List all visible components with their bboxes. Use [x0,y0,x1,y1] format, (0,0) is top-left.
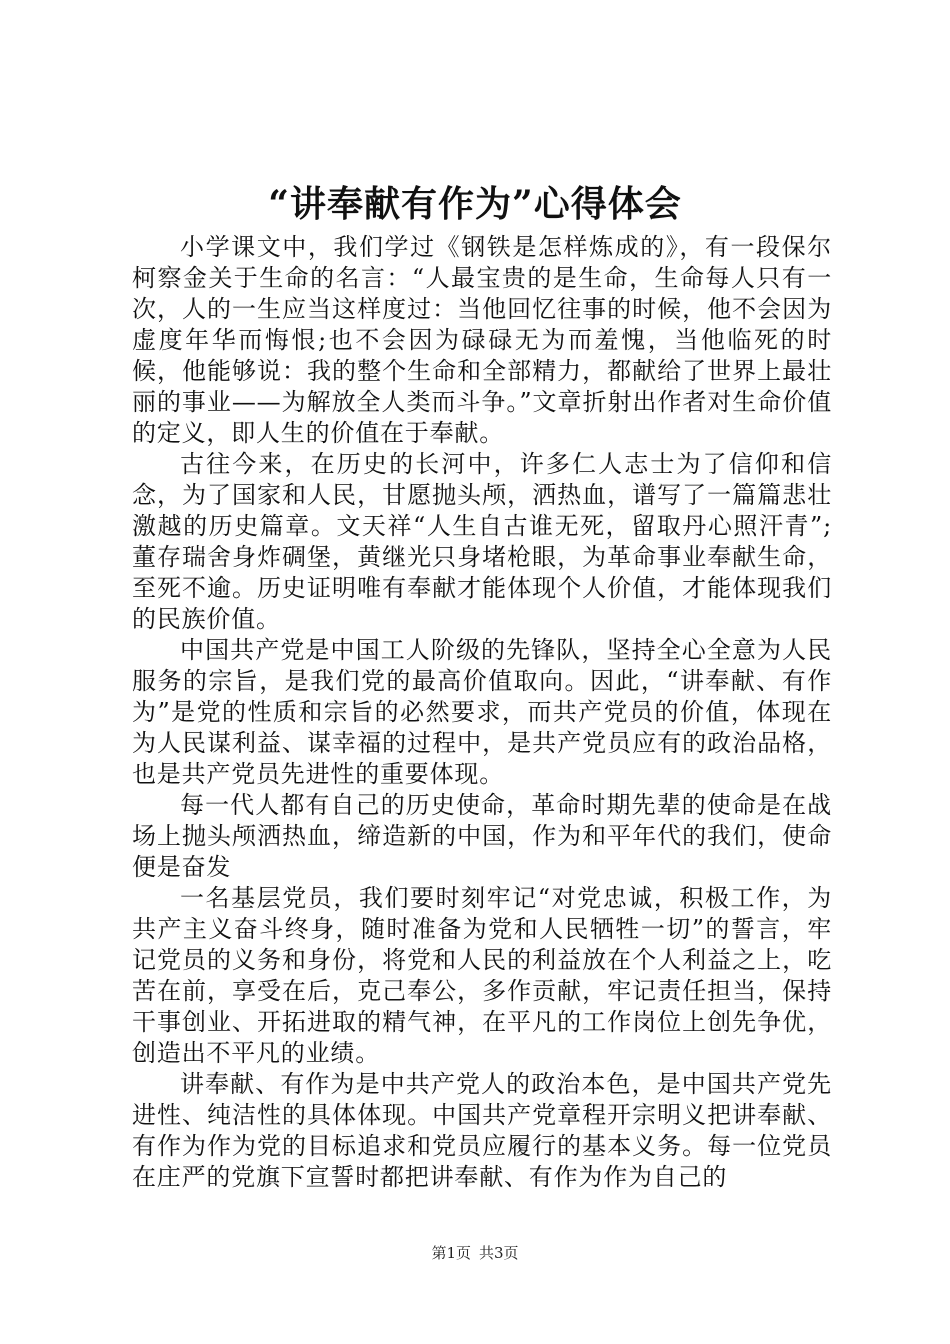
page-footer [0,1243,950,1263]
document-title: “讲奉献有作为”心得体会 [268,183,682,225]
paragraph-6: 讲奉献、有作为是中共产党人的政治本色，是中国共产党先进性、纯洁性的具体体现。中国共产党章程开宗明义把讲奉献、有作为作为党的目标追求和党员应履行的基本义务。每一位党员在庄严的党旗下宣誓时都把讲奉献、有作为作为自己的 [132,1070,832,1191]
paragraph-2: 古往今来，在历史的长河中，许多仁人志士为了信仰和信念，为了国家和人民，甘愿抛头颅，洒热血，谱写了一篇篇悲壮激越的历史篇章。文天祥“人生自古谁无死，留取丹心照汗青”;董存瑞舍身炸碉堡，黄继光只身堵枪眼，为革命事业奉献生命，至死不逾。历史证明唯有奉献才能体现个人价值，才能体现我们的民族价值。 [132,450,832,633]
document-body [132,232,832,1193]
page-number-current: 第1页 [431,1244,471,1262]
paragraph-3: 中国共产党是中国工人阶级的先锋队，坚持全心全意为人民服务的宗旨，是我们党的最高价值取向。因此，“讲奉献、有作为”是党的性质和宗旨的必然要求，而共产党员的价值，体现在为人民谋利益、谋幸福的过程中，是共产党员应有的政治品格，也是共产党员先进性的重要体现。 [132,636,832,788]
paragraph-5: 一名基层党员，我们要时刻牢记“对党忠诚，积极工作，为共产主义奋斗终身，随时准备为党和人民牺牲一切”的誓言，牢记党员的义务和身份，将党和人民的利益放在个人利益之上，吃苦在前，享受在后，克己奉公，多作贡献，牢记责任担当，保持干事创业、开拓进取的精气神，在平凡的工作岗位上创先争优，创造出不平凡的业绩。 [132,884,832,1067]
page-number-total: 共3页 [479,1244,519,1262]
paragraph-1: 小学课文中，我们学过《钢铁是怎样炼成的》，有一段保尔柯察金关于生命的名言：“人最宝贵的是生命，生命每人只有一次，人的一生应当这样度过：当他回忆往事的时候，他不会因为虚度年华而悔恨;也不会因为碌碌无为而羞愧，当他临死的时候，他能够说：我的整个生命和全部精力，都献给了世界上最壮丽的事业——为解放全人类而斗争。”文章折射出作者对生命价值的定义，即人生的价值在于奉献。 [132,233,832,447]
paragraph-4: 每一代人都有自己的历史使命，革命时期先辈的使命是在战场上抛头颅洒热血，缔造新的中国，作为和平年代的我们，使命便是奋发 [132,791,832,881]
